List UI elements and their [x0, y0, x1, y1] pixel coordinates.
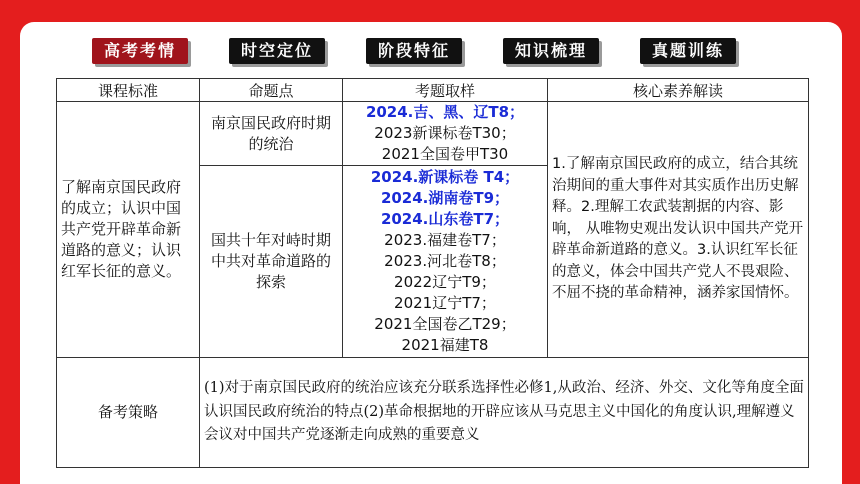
header-exam-samples: 考题取样	[343, 79, 548, 102]
table-row	[57, 102, 809, 166]
exam-sample: 2024.吉、黑、辽T8；	[365, 103, 525, 121]
tab-knowledge-review[interactable]: 知识梳理	[503, 38, 599, 64]
curriculum-standard-cell: 了解南京国民政府的成立；认识中国共产党开辟革命新道路的意义；认识红军长征的意义。	[57, 102, 200, 358]
exam-sample: 2021辽宁T7；	[394, 294, 496, 312]
exam-sample: 2021全国卷甲T30	[381, 145, 509, 163]
exam-analysis-table	[56, 78, 809, 468]
strategy-text: (1)对于南京国民政府的统治应该充分联系选择性必修1,从政治、经济、外交、文化等角度全面认识国民政府统治的特点(2)革命根据地的开辟应该从马克思主义中国化的角度认识,理解遵义会议对中国共产党逐渐走向成熟的重要意义	[200, 358, 809, 468]
table-header-row	[57, 79, 809, 102]
exam-sample: 2021福建T8	[401, 336, 489, 354]
exam-sample: 2022辽宁T9；	[394, 273, 496, 291]
exam-samples-1	[343, 102, 548, 166]
exam-sample: 2024.山东卷T7；	[380, 210, 510, 228]
header-core-literacy: 核心素养解读	[548, 79, 809, 102]
tab-time-space[interactable]: 时空定位	[229, 38, 325, 64]
tab-stage-features[interactable]: 阶段特征	[366, 38, 462, 64]
proposition-point-2: 国共十年对峙时期中共对革命道路的探索	[200, 166, 343, 358]
core-literacy-cell: 1.了解南京国民政府的成立，结合其统治期间的重大事件对其实质作出历史解释。2.理解工农武装割据的内容、影响， 从唯物史观出发认识中国共产党开辟革命新道路的意义。3.认识红军长征的意义，体会中国共产党人不畏艰险、不屈不挠的革命精神，涵养家国情怀。	[548, 102, 809, 358]
top-navigation	[0, 38, 860, 66]
exam-sample: 2021全国卷乙T29；	[374, 315, 516, 333]
exam-sample: 2023.河北卷T8；	[384, 252, 506, 270]
exam-samples-2	[343, 166, 548, 358]
header-curriculum-standard: 课程标准	[57, 79, 200, 102]
proposition-point-1: 南京国民政府时期的统治	[200, 102, 343, 166]
exam-sample: 2023新课标卷T30；	[374, 124, 516, 142]
tab-real-exam-practice[interactable]: 真题训练	[640, 38, 736, 64]
header-proposition-point: 命题点	[200, 79, 343, 102]
tab-exam-overview[interactable]: 高考考情	[92, 38, 188, 64]
exam-sample: 2024.湖南卷T9；	[380, 189, 510, 207]
exam-sample: 2024.新课标卷 T4；	[370, 168, 520, 186]
strategy-label: 备考策略	[57, 358, 200, 468]
exam-sample: 2023.福建卷T7；	[384, 231, 506, 249]
strategy-row	[57, 358, 809, 468]
